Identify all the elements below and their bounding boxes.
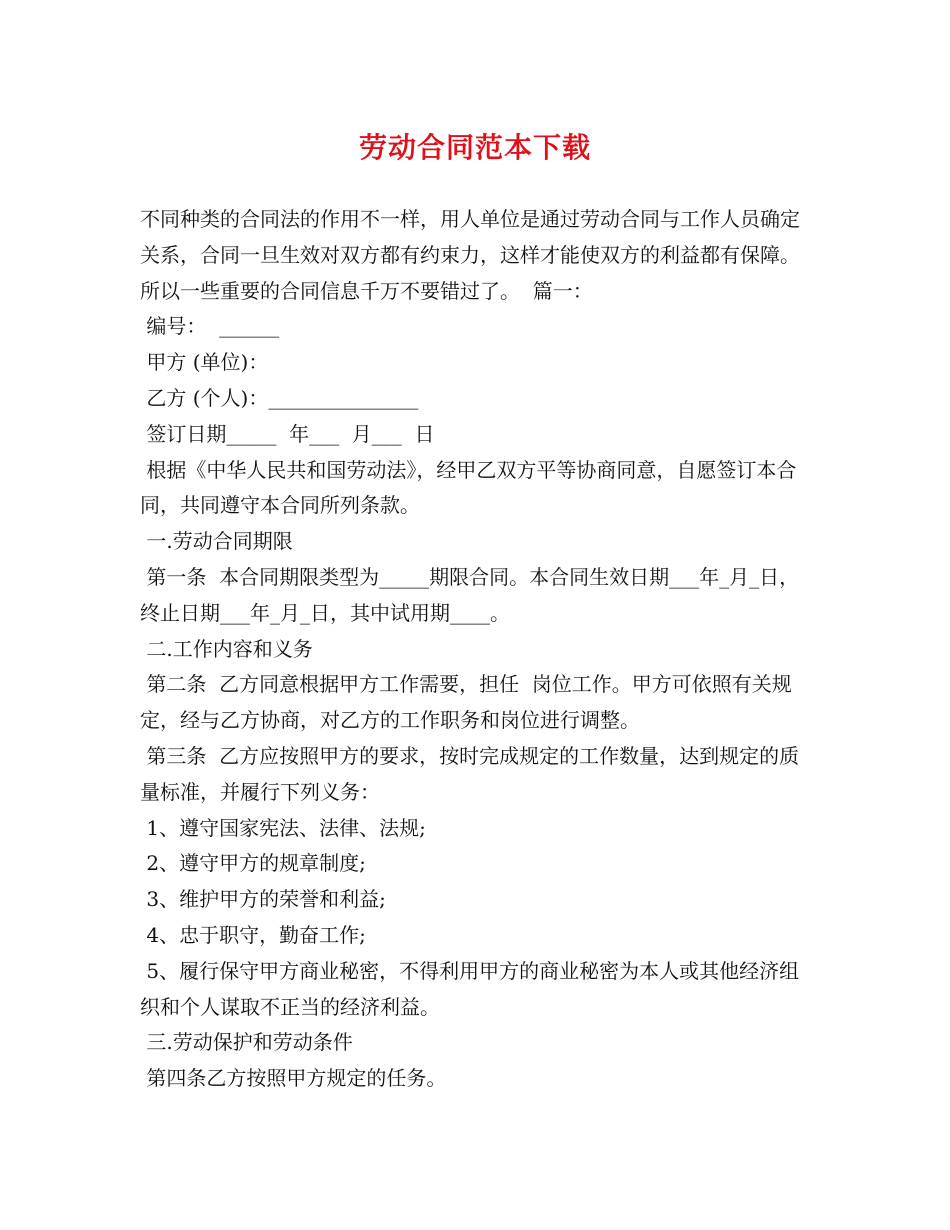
preamble-paragraph: 根据《中华人民共和国劳动法》，经甲乙双方平等协商同意，自愿签订本合同，共同遵守本合同所列条款。 (140, 457, 797, 518)
document-body (140, 202, 816, 1097)
article-1: 第一条 本合同期限类型为_____期限合同。本合同生效日期___年_月_日，终止日期___年_月_日，其中试用期____。 (140, 564, 800, 625)
duty-item-4: 4、忠于职守，勤奋工作; (140, 922, 366, 947)
article-3: 第三条 乙方应按照甲方的要求，按时完成规定的工作数量，达到规定的质量标准，并履行下列义务： (140, 743, 800, 804)
intro-paragraph: 不同种类的合同法的作用不一样，用人单位是通过劳动合同与工作人员确定关系，合同一旦生效对双方都有约束力，这样才能使双方的利益都有保障。所以一些重要的合同信息千万不要错过了。 篇一： (140, 207, 800, 303)
duty-item-2: 2、遵守甲方的规章制度; (140, 851, 366, 876)
section-heading-duties: 二.工作内容和义务 (140, 636, 313, 661)
article-2: 第二条 乙方同意根据甲方工作需要，担任 岗位工作。甲方可依照有关规定，经与乙方协商，对乙方的工作职务和岗位进行调整。 (140, 672, 792, 733)
article-4: 第四条乙方按照甲方规定的任务。 (140, 1066, 447, 1091)
duty-item-5: 5、履行保守甲方商业秘密，不得利用甲方的商业秘密为本人或其他经济组织和个人谋取不正当的经济利益。 (140, 958, 800, 1019)
duty-item-1: 1、遵守国家宪法、法律、法规; (140, 815, 426, 840)
duty-item-3: 3、维护甲方的荣誉和利益; (140, 887, 386, 912)
section-heading-protection: 三.劳动保护和劳动条件 (140, 1030, 353, 1055)
party-a-line: 甲方 (单位)： (140, 350, 269, 375)
sign-date-line: 签订日期_____ 年___ 月___ 日 (140, 421, 435, 446)
document-title: 劳动合同范本下载 (358, 131, 591, 164)
party-b-line: 乙方 (个人)：_______________ (140, 385, 419, 410)
contract-number-line: 编号： ______ (140, 314, 280, 339)
section-heading-term: 一.劳动合同期限 (140, 529, 293, 554)
